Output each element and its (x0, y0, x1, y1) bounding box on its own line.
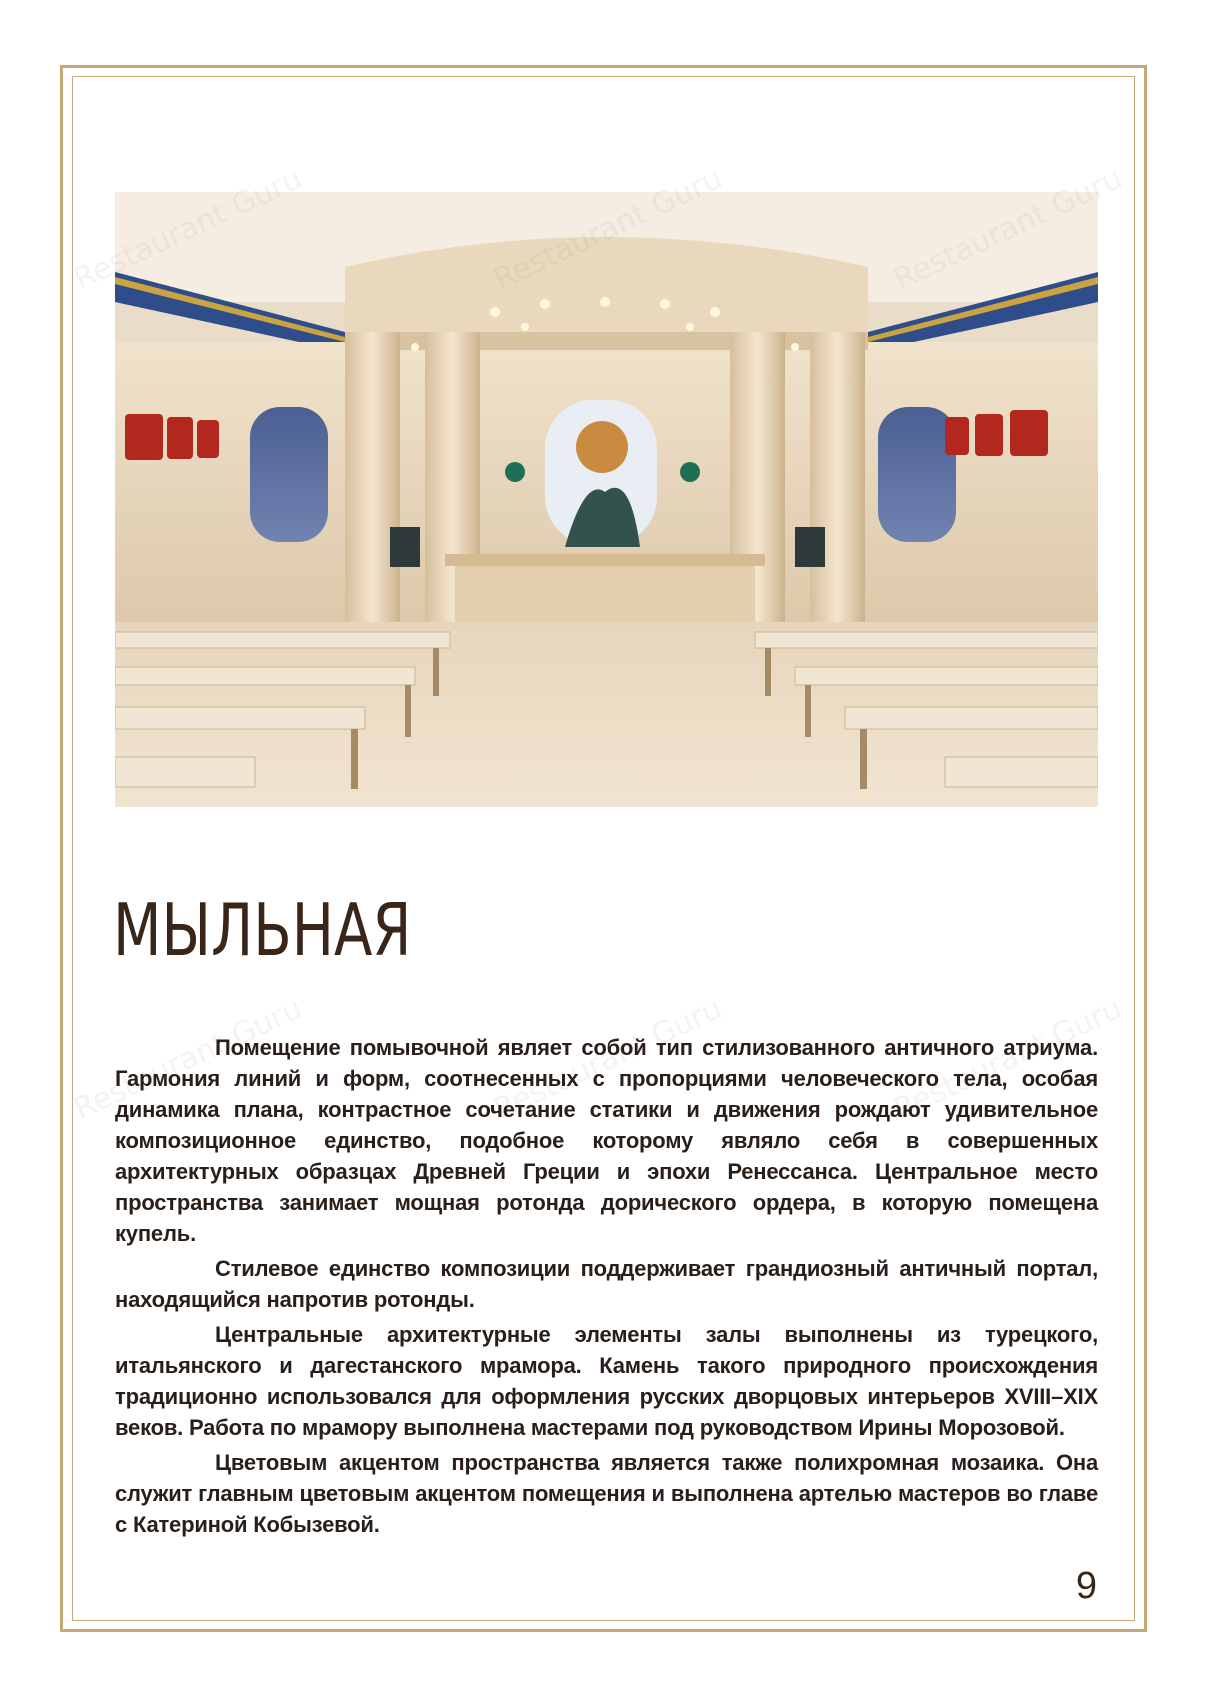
page-number: 9 (1075, 1565, 1097, 1607)
body-text (115, 1032, 1098, 1544)
svg-text:Restaurant Guru: Restaurant Guru (488, 990, 728, 1128)
paragraph: Центральные архитектурные элементы залы выполнены из турецкого, итальянского и дагестанского мрамора. Камень такого природного происхождения традиционно использовался для оформления русских дворцовых интерьеров XVIII–XIX веков. Работа по мрамору выполнена мастерами под руководством Ирины Морозовой. (115, 1322, 1098, 1440)
paragraph: Помещение помывочной являет собой тип стилизованного античного атриума. Гармония линий и форм, соотнесенных с пропорциями человеческого тела, особая динамика плана, контрастное сочетание статики и движения рождают удивительное композиционное единство, подобное которому являло себя в совершенных архитектурных образцах Древней Греции и эпохи Ренессанса. Центральное место пространства занимает мощная ротонда дорического ордера, в которую помещена купель. (115, 1035, 1098, 1246)
hall-photo (115, 192, 1098, 807)
svg-text:Restaurant Guru: Restaurant Guru (888, 990, 1128, 1128)
svg-text:Restaurant Guru: Restaurant Guru (68, 990, 308, 1128)
page-title: МЫЛЬНАЯ (113, 888, 412, 972)
paragraph: Стилевое единство композиции поддерживает грандиозный античный портал, находящийся напротив ротонды. (115, 1256, 1098, 1312)
paragraph: Цветовым акцентом пространства является также полихромная мозаика. Она служит главным цветовым акцентом помещения и выполнена артелью мастеров во главе с Катериной Кобызевой. (115, 1450, 1098, 1537)
